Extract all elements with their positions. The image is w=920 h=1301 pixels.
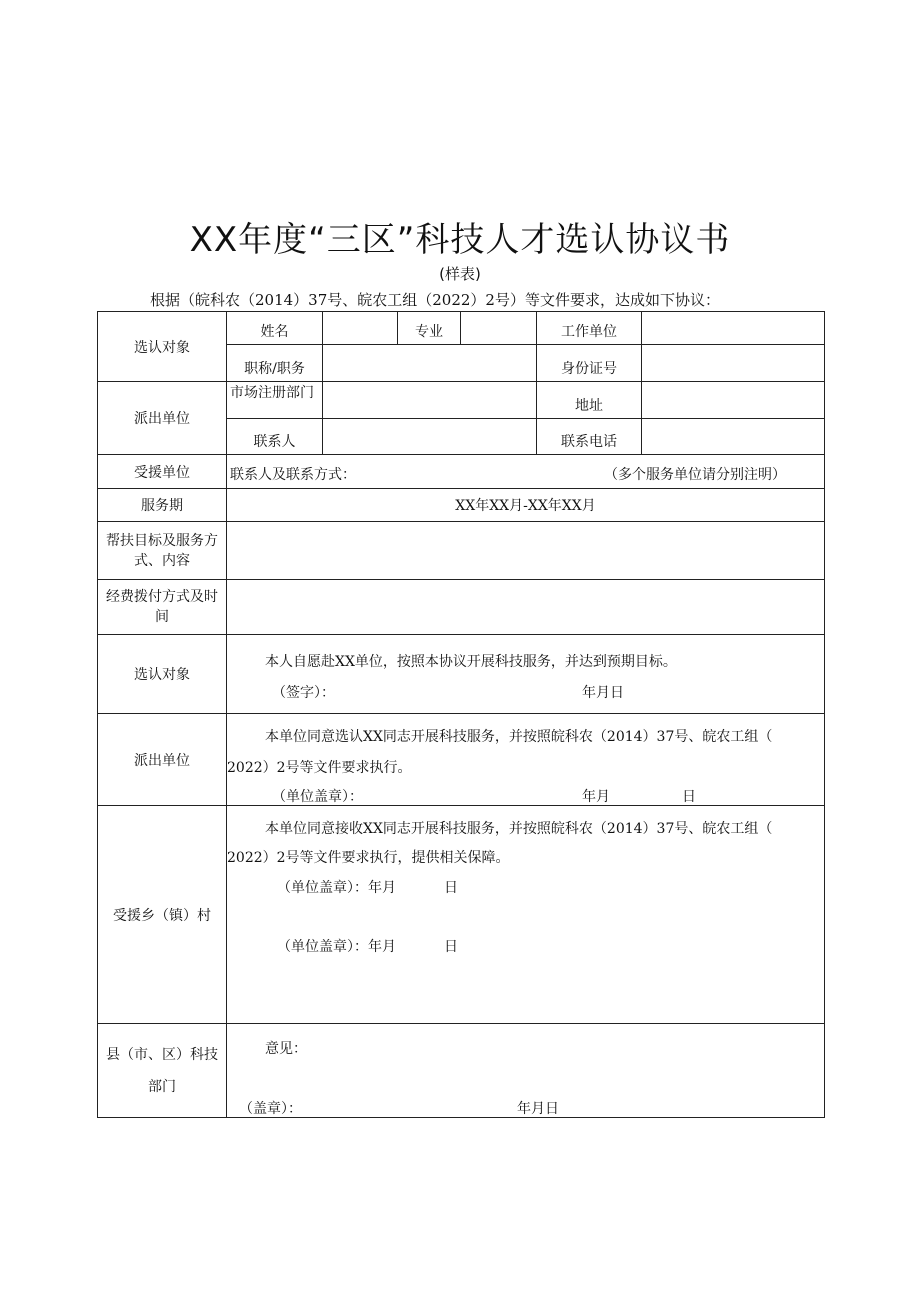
service-period-value: XX年XX月-XX年XX月 bbox=[227, 489, 825, 522]
aided-unit-field[interactable] bbox=[227, 455, 825, 489]
pledge-village-seal-2: （单位盖章）：年月 bbox=[277, 939, 396, 955]
county-seal: （盖章）： bbox=[239, 1101, 302, 1117]
pledge-village-text-line2: 2022）2号等文件要求执行，提供相关保障。 bbox=[227, 850, 510, 866]
name-field[interactable] bbox=[323, 312, 398, 345]
market-registration-field[interactable] bbox=[323, 382, 537, 419]
document-subtitle: (样表) bbox=[439, 265, 481, 283]
pledge-village-day-2: 日 bbox=[444, 939, 458, 955]
pledge-dispatch-label: 派出单位 bbox=[98, 714, 227, 806]
title-field[interactable] bbox=[323, 345, 537, 382]
pledge-village-seal-1: （单位盖章）：年月 bbox=[277, 880, 396, 896]
pledge-village-day-1: 日 bbox=[444, 880, 458, 896]
pledge-village-text-line1: 本单位同意接收XX同志开展科技服务，并按照皖科农（2014）37号、皖农工组（ bbox=[265, 821, 773, 837]
pledge-dispatch-day: 日 bbox=[682, 789, 696, 805]
aided-note: （多个服务单位请分别注明） bbox=[604, 467, 786, 483]
pledge-dispatch-text-line1: 本单位同意选认XX同志开展科技服务，并按照皖科农（2014）37号、皖农工组（ bbox=[265, 729, 773, 745]
employer-label: 工作单位 bbox=[537, 312, 642, 345]
funding-label: 经费拨付方式及时间 bbox=[98, 580, 227, 635]
market-registration-label: 市场注册部门 bbox=[227, 382, 323, 419]
major-field[interactable] bbox=[461, 312, 537, 345]
goals-field[interactable] bbox=[227, 522, 825, 580]
county-date: 年月日 bbox=[517, 1101, 559, 1117]
contact-person-field[interactable] bbox=[323, 419, 537, 455]
intro-text: 根据（皖科农（2014）37号、皖农工组（2022）2号）等文件要求，达成如下协议： bbox=[150, 291, 720, 309]
pledge-selected-date: 年月日 bbox=[582, 685, 624, 701]
pledge-selected-block bbox=[227, 635, 825, 714]
document-title: XX年度“三区”科技人才选认协议书 bbox=[189, 220, 731, 260]
name-label: 姓名 bbox=[227, 312, 323, 345]
contact-person-label: 联系人 bbox=[227, 419, 323, 455]
county-opinion-label: 意见： bbox=[265, 1041, 307, 1057]
title-label: 职称/职务 bbox=[227, 345, 323, 382]
pledge-selected-sign: （签字）： bbox=[272, 685, 335, 701]
major-label: 专业 bbox=[398, 312, 461, 345]
pledge-dispatch-block bbox=[227, 714, 825, 806]
county-dept-label bbox=[98, 1024, 227, 1118]
county-dept-block bbox=[227, 1024, 825, 1118]
aided-unit-label: 受援单位 bbox=[98, 455, 227, 489]
pledge-dispatch-text-line2: 2022）2号等文件要求执行。 bbox=[227, 760, 412, 776]
service-period-label: 服务期 bbox=[98, 489, 227, 522]
address-field[interactable] bbox=[642, 382, 825, 419]
agreement-table bbox=[97, 311, 825, 1118]
id-number-label: 身份证号 bbox=[537, 345, 642, 382]
pledge-village-label: 受援乡（镇）村 bbox=[98, 806, 227, 1024]
county-dept-label-line2: 部门 bbox=[148, 1078, 176, 1095]
pledge-dispatch-year-month: 年月 bbox=[582, 789, 610, 805]
pledge-village-block bbox=[227, 806, 825, 1024]
dispatch-label: 派出单位 bbox=[98, 382, 227, 455]
employer-field[interactable] bbox=[642, 312, 825, 345]
pledge-selected-label: 选认对象 bbox=[98, 635, 227, 714]
id-number-field[interactable] bbox=[642, 345, 825, 382]
selected-label: 选认对象 bbox=[98, 312, 227, 382]
pledge-dispatch-seal: （单位盖章）： bbox=[272, 789, 363, 805]
funding-field[interactable] bbox=[227, 580, 825, 635]
address-label: 地址 bbox=[537, 382, 642, 419]
aided-contact-text: 联系人及联系方式： bbox=[230, 467, 356, 483]
phone-field[interactable] bbox=[642, 419, 825, 455]
goals-label: 帮扶目标及服务方式、内容 bbox=[98, 522, 227, 580]
county-dept-label-line1: 县（市、区）科技 bbox=[106, 1046, 218, 1063]
pledge-selected-text: 本人自愿赴XX单位，按照本协议开展科技服务，并达到预期目标。 bbox=[265, 654, 677, 670]
phone-label: 联系电话 bbox=[537, 419, 642, 455]
